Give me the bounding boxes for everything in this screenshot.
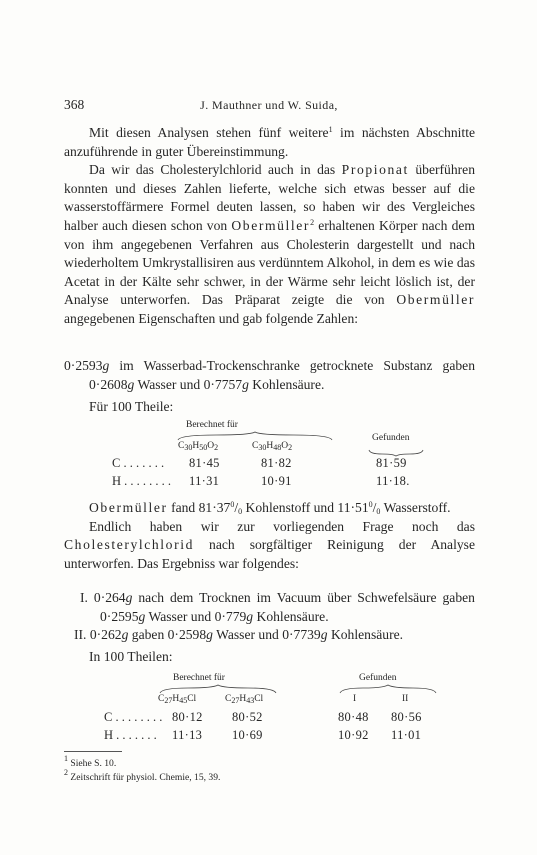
item-2-label: II.	[74, 627, 87, 643]
table-2-h-found-1: 10·92	[338, 728, 369, 742]
mass-substance: 0·2593	[64, 358, 103, 373]
item-1-text-d: Kohlensäure.	[256, 608, 329, 624]
paragraph-2-text-c: überführen konnten und dieses Zahlen lieferte, welche sich etwas besser auf die wasserstoffärmere Formel deuten lassen, so haben wir des Vergleiches halber auch diesen schon von	[64, 162, 475, 233]
table-2-h-calc-2: 10·69	[232, 728, 263, 742]
paragraph-2	[64, 161, 475, 328]
author-obermueller-3: Obermüller	[89, 500, 168, 515]
item-2-text-b: gaben 0·2598	[131, 627, 207, 643]
table-1-row-label-c: C . . . . . . .	[112, 456, 165, 470]
table-2-formula-2: $C_{27}H_{43}Cl$	[225, 694, 264, 705]
page-header	[64, 97, 474, 115]
percent-sub: 0	[238, 507, 243, 516]
item-1-text-b: nach dem Trocknen im Vacuum über Schwefelsäure gaben 0·2595	[100, 590, 475, 624]
paragraph-2-text-e: erhaltenen Körper nach dem von ihm angegebenen Verfahren aus Cholesterin dargestellt und nach wiederholtem Umkrystallisiren aus verdünntem Alkohol, in dem es wie das Acetat in der Kälte sehr schwer, in der Wärme sehr leicht löslich ist, der Analyse unterworfen. Das Präparat zeigte die von	[64, 217, 475, 308]
item-1-text-c: Wasser und 0·779	[148, 608, 247, 624]
unit-g: g	[242, 376, 249, 392]
unit-g: g	[246, 608, 254, 624]
table-1-c-calc-1: 81·45	[189, 456, 220, 470]
footnote-rule	[64, 751, 122, 752]
per-100-label-2: In 100 Theilen:	[89, 648, 173, 664]
table-1-h-calc-1: 11·31	[189, 474, 220, 488]
unit-g: g	[138, 608, 146, 624]
paragraph-2-text-a: Da wir das Cholesterylchlorid auch in das	[89, 162, 336, 178]
body-text-upper	[64, 124, 475, 329]
unit-g: g	[102, 358, 110, 373]
measurement-1	[64, 357, 475, 417]
paragraph-1-text-a: Mit diesen Analysen stehen fünf weitere	[89, 125, 329, 140]
paragraph-1-text-b: im nächsten Abschnitte anzuführende in guter Übereinstimmung.	[64, 125, 475, 159]
paragraph-5-text-d: Wasserstoff.	[383, 500, 451, 515]
table-1-c-calc-2: 81·82	[261, 456, 292, 470]
paragraph-5-text-c: Kohlenstoff und 11·51	[245, 500, 369, 515]
author-obermueller-2: Obermüller	[396, 292, 476, 308]
item-2-text-c: Wasser und 0·7739	[216, 627, 321, 643]
footnote-ref-1: 1	[328, 125, 333, 134]
paragraph-5-text-b: fand 81·37	[171, 500, 231, 515]
table-1-c-found: 81·59	[376, 456, 407, 470]
item-1-label: I.	[80, 590, 88, 605]
unit-g: g	[121, 627, 129, 643]
measurement-item-2	[64, 626, 475, 645]
table-1-h-calc-2: 10·91	[261, 474, 292, 488]
author-obermueller: Obermüller	[231, 217, 311, 233]
table-2-c-calc-2: 80·52	[232, 710, 263, 724]
measurement-1-text-b: im Wasserbad-Trockenschranke getrocknete Substanz gaben 0·2608	[89, 358, 475, 392]
unit-g: g	[127, 376, 135, 392]
item-2-mass: 0·262	[89, 627, 122, 643]
item-1-mass: 0·264	[93, 590, 126, 605]
propionat-term: Propionat	[341, 162, 409, 178]
footnote-1-text: Siehe S. 10.	[70, 758, 117, 769]
table-2-row-label-c: C . . . . . . . .	[104, 710, 163, 724]
table-2-c-found-1: 80·48	[338, 710, 369, 724]
table-1-formula-2: $C_{30}H_{48}O_2$	[252, 441, 293, 452]
measurement-1-text	[64, 357, 475, 394]
table-2-row-label-h: H . . . . . . .	[104, 728, 157, 742]
table-1-berechnet-header: Berechnet für	[186, 420, 238, 430]
footnote-ref-2: 2	[310, 217, 315, 227]
unit-g: g	[125, 590, 133, 605]
table-1-formula-1: $C_{30}H_{50}O_2$	[178, 441, 219, 452]
measurement-1-text-c: Wasser und 0·7757	[137, 376, 243, 392]
footnote-1-mark: 1	[64, 754, 68, 763]
table-2-h-calc-1: 11·13	[172, 728, 203, 742]
percent-sub: 0	[376, 507, 381, 516]
running-title: J. Mauthner und W. Suida,	[200, 98, 338, 112]
table-2-formula-1: $C_{27}H_{45}Cl$	[158, 694, 197, 705]
table-2-gefunden-header: Gefunden	[359, 673, 397, 683]
table-2-c-found-2: 80·56	[391, 710, 422, 724]
paragraph-1	[64, 124, 475, 161]
paragraph-5: Obermüller fand $81\cdot 37^0/_0$ Kohlenstoff und $11\cdot 51^0/_0$ Wasserstoff.	[89, 500, 451, 516]
per-100-label-1: Für 100 Theile:	[89, 399, 174, 415]
body-text-middle	[64, 499, 475, 573]
table-1-h-found: 11·18.	[376, 474, 410, 488]
table-1-gefunden-header: Gefunden	[372, 433, 410, 443]
unit-g: g	[320, 627, 328, 643]
item-2-text-d: Kohlensäure.	[330, 627, 404, 643]
footnote-1	[64, 754, 117, 771]
percent-sup: 0	[368, 500, 373, 509]
paragraph-2-text-g: angegebenen Eigenschaften und gab folgende Zahlen:	[64, 310, 359, 326]
table-2-h-found-2: 11·01	[391, 728, 422, 742]
table-2-berechnet-header: Berechnet für	[173, 673, 225, 683]
unit-g: g	[206, 627, 213, 643]
table-1-row-label-h: H . . . . . . . .	[112, 474, 172, 488]
table-2-col-ii: II	[402, 694, 409, 704]
paragraph-6-text-c: nach sorgfältiger Reinigung der Analyse unterworfen. Das Ergebniss war folgendes:	[64, 537, 475, 571]
footnote-2-mark: 2	[64, 768, 68, 777]
paragraph-6	[64, 518, 475, 574]
page-number: 368	[64, 97, 85, 112]
percent-sup: 0	[230, 500, 235, 509]
measurement-item-1	[64, 589, 475, 626]
measurement-1-text-d: Kohlensäure.	[252, 376, 325, 392]
cholesterylchlorid-term: Cholesterylchlorid	[64, 537, 194, 553]
measurement-list	[64, 589, 475, 666]
paragraph-6-text-a: Endlich haben wir zur vorliegenden Frage noch das	[89, 518, 475, 534]
footnote-2	[64, 768, 221, 785]
table-2-col-i: I	[353, 694, 357, 704]
footnote-2-text: Zeitschrift für physiol. Chemie, 15, 39.	[70, 772, 221, 783]
table-2-c-calc-1: 80·12	[172, 710, 203, 724]
